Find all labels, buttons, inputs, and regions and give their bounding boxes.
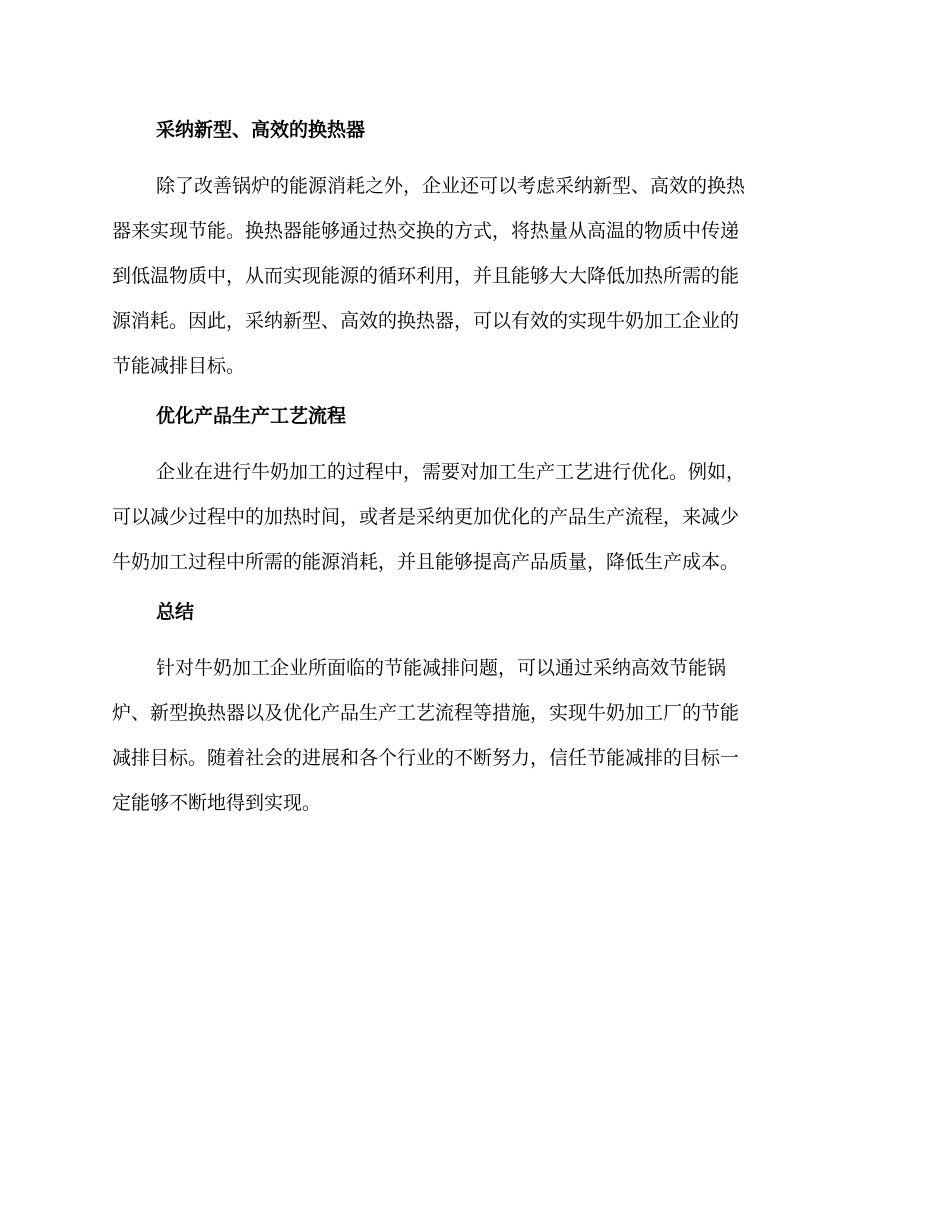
section-heading-process-optimization: 优化产品生产工艺流程 — [156, 405, 347, 427]
paragraph-line: 器来实现节能。换热器能够通过热交换的方式，将热量从高温的物质中传递 — [112, 220, 740, 242]
paragraph-line: 针对牛奶加工企业所面临的节能减排问题，可以通过采纳高效节能锅 — [156, 657, 727, 679]
paragraph-line: 到低温物质中，从而实现能源的循环利用，并且能够大大降低加热所需的能 — [112, 265, 740, 287]
paragraph-line: 除了改善锅炉的能源消耗之外，企业还可以考虑采纳新型、高效的换热 — [156, 175, 746, 197]
paragraph-line: 炉、新型换热器以及优化产品生产工艺流程等措施，实现牛奶加工厂的节能 — [112, 702, 740, 724]
section-paragraph-summary — [112, 646, 832, 826]
section-heading-heat-exchanger: 采纳新型、高效的换热器 — [156, 119, 366, 141]
section-paragraph-heat-exchanger — [112, 164, 832, 389]
paragraph-line: 源消耗。因此，采纳新型、高效的换热器，可以有效的实现牛奶加工企业的 — [112, 310, 740, 332]
section-paragraph-process-optimization — [112, 450, 832, 585]
paragraph-line: 可以减少过程中的加热时间，或者是采纳更加优化的产品生产流程，来减少 — [112, 506, 740, 528]
section-heading-summary: 总结 — [156, 601, 195, 623]
paragraph-line: 定能够不断地得到实现。 — [112, 792, 322, 814]
paragraph-line: 企业在进行牛奶加工的过程中，需要对加工生产工艺进行优化。例如， — [156, 461, 746, 483]
document-body — [112, 108, 832, 826]
paragraph-line: 节能减排目标。 — [112, 355, 246, 377]
paragraph-line: 减排目标。随着社会的进展和各个行业的不断努力，信任节能减排的目标一 — [112, 747, 740, 769]
paragraph-line: 牛奶加工过程中所需的能源消耗，并且能够提高产品质量，降低生产成本。 — [112, 551, 740, 573]
